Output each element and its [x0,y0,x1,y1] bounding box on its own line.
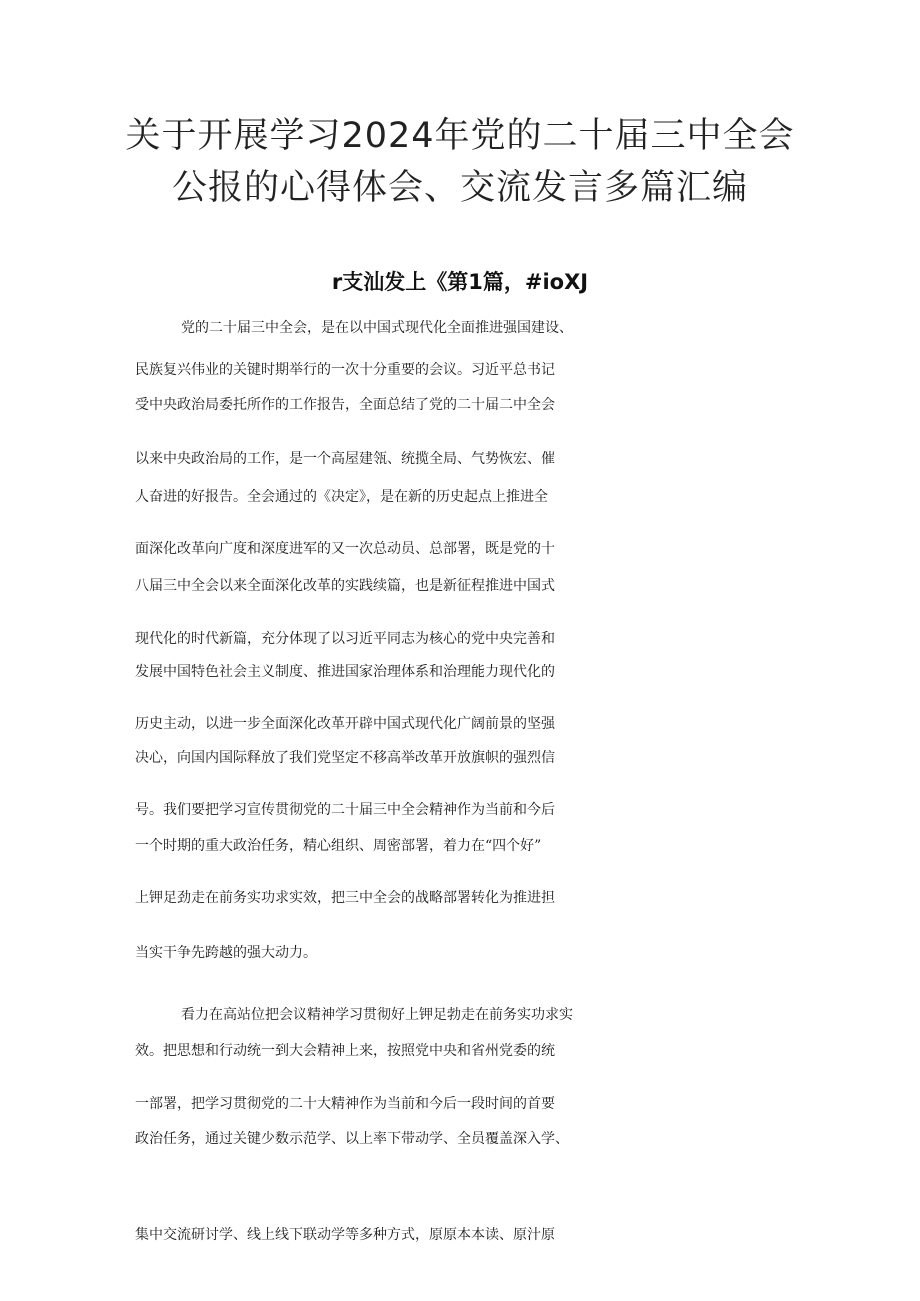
paragraph-line: 一部署，把学习贯彻党的二十大精神作为当前和今后一段时间的首要 [135,1096,555,1112]
paragraph-line: 上钾足劲走在前务实功求实效，把三中全会的战略部署转化为推进担 [135,890,555,906]
paragraph-line: 以来中央政治局的工作，是一个高屋建瓴、统揽全局、气势恢宏、催 [135,451,555,467]
paragraph-line: 决心，向国内国际释放了我们党坚定不移高举改革开放旗帜的强烈信 [135,750,555,766]
paragraph-line: 效。把思想和行动统一到大会精神上来，按照党中央和省州党委的统 [135,1043,555,1059]
paragraph-line: 看力在高站位把会议精神学习贯彻好上钾足勃走在前务实功求实 [181,1007,573,1023]
paragraph-line: 集中交流研讨学、线上线下联动学等多种方式，原原本本读、原汁原 [135,1227,555,1243]
paragraph-line: 现代化的时代新篇，充分体现了以习近平同志为核心的党中央完善和 [135,631,555,647]
paragraph-line: 民族复兴伟业的关键时期举行的一次十分重要的会议。习近平总书记 [135,362,555,378]
paragraph-line: 党的二十届三中全会，是在以中国式现代化全面推进强国建设、 [181,320,573,336]
paragraph-line: 人奋进的好报告。全会通过的《决定》，是在新的历史起点上推进全 [135,489,548,505]
paragraph-line: 八届三中全会以来全面深化改革的实践续篇，也是新征程推进中国式 [135,578,555,594]
paragraph-line: 一个时期的重大政治任务，精心组织、周密部署，着力在“四个好” [135,838,542,854]
paragraph-line: 发展中国特色社会主义制度、推进国家治理体系和治理能力现代化的 [135,664,555,680]
paragraph-line: 号。我们要把学习宣传贯彻党的二十届三中全会精神作为当前和今后 [135,802,555,818]
paragraph-line: 受中央政治局委托所作的工作报告，全面总结了党的二十届二中全会 [135,397,555,413]
paragraph-line: 政治任务，通过关键少数示范学、以上率下带动学、全员覆盖深入学、 [135,1131,569,1147]
document-title-line-2: 公报的心得体会、交流发言多篇汇编 [171,168,748,208]
paragraph-line: 面深化改革向广度和深度进军的又一次总动员、总部署，既是党的十 [135,541,555,557]
section-heading: r支汕发上《第1篇，#ioXJ [331,270,589,294]
paragraph-line: 历史主动，以进一步全面深化改革开辟中国式现代化广阔前景的坚强 [135,716,555,732]
paragraph-line: 当实干争先跨越的强大动力。 [135,945,317,961]
document-title-line-1: 关于开展学习2024年党的二十届三中全会 [125,116,795,156]
